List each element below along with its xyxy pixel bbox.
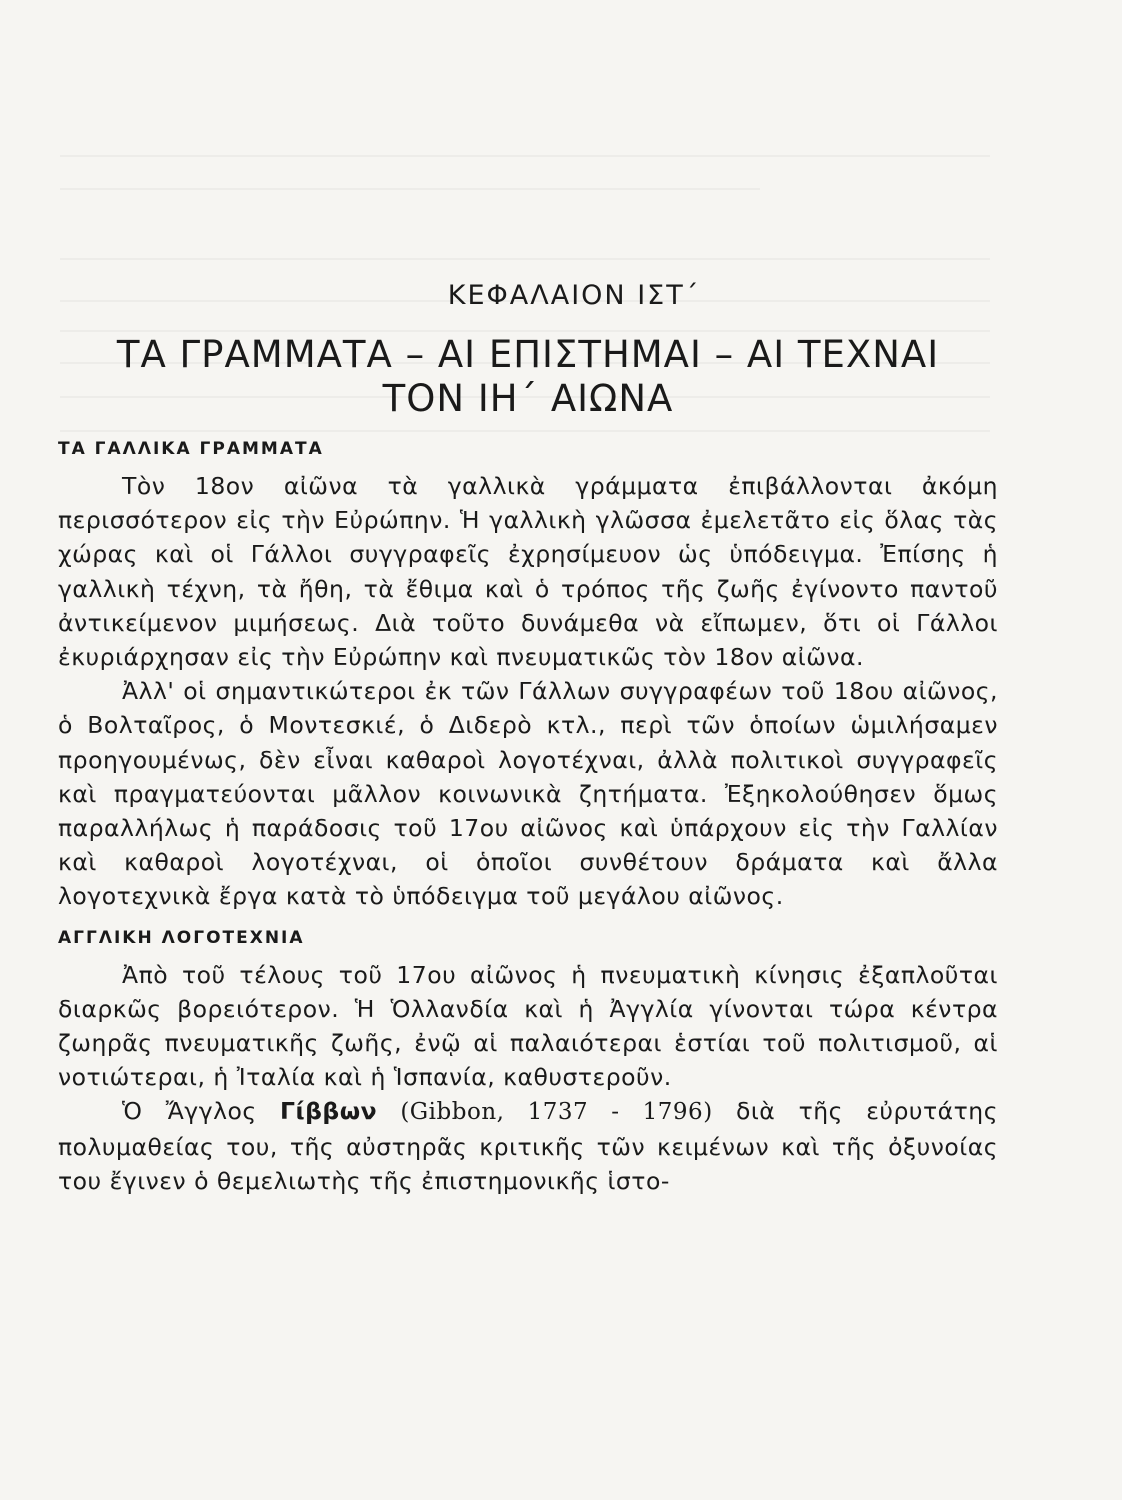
chapter-title-line-2: ΤΟΝ ΙΗ΄ ΑΙΩΝΑ (382, 377, 674, 420)
gibbon-text-before: Ὁ Ἄγγλος (122, 1097, 280, 1126)
chapter-title (58, 333, 998, 421)
paragraph: Ἀπὸ τοῦ τέλους τοῦ 17ου αἰῶνος ἡ πνευματικὴ κίνησις ἐξαπλοῦται διαρκῶς βορειότερον. Ἡ Ὁλλανδία καὶ ἡ Ἀγγλία γίνονται τώρα κέντρα ζωηρᾶς πνευματικῆς ζωῆς, ἐνῷ αἱ παλαιότεραι ἑστίαι τοῦ πολιτισμοῦ, αἱ νοτιώτεραι, ἡ Ἰταλία καὶ ἡ Ἱσπανία, καθυστεροῦν. (58, 960, 998, 1092)
paragraph: Ἀλλ' οἱ σημαντικώτεροι ἐκ τῶν Γάλλων συγγραφέων τοῦ 18ου αἰῶνος, ὁ Βολταῖρος, ὁ Μοντεσκιέ, ὁ Διδερὸ κτλ., περὶ τῶν ὁποίων ὡμιλήσαμεν προηγουμένως, δὲν εἶναι καθαροὶ λογοτέχναι, ἀλλὰ πολιτικοὶ συγγραφεῖς καὶ πραγματεύονται μᾶλλον κοινωνικὰ ζητήματα. Ἐξηκολούθησεν ὅμως παραλλήλως ἡ παράδοσις τοῦ 17ου αἰῶνος καὶ ὑπάρχουν εἰς τὴν Γαλλίαν καὶ καθαροὶ λογοτέχναι, οἱ ὁποῖοι συνθέτουν δράματα καὶ ἄλλα λογοτεχνικὰ ἔργα κατὰ τὸ ὑπόδειγμα τοῦ μεγάλου αἰῶνος. (58, 677, 998, 911)
gibbon-text-after: διὰ τῆς εὐρυτάτης πολυμαθείας του, τῆς αὐστηρᾶς κριτικῆς τῶν κειμένων καὶ τῆς ὀξυνοίας του ἔγινεν ὁ θεμελιωτὴς τῆς ἐπιστημονικῆς ἱστο- (58, 1097, 998, 1195)
chapter-title-line-1: ΤΑ ΓΡΑΜΜΑΤΑ – ΑΙ ΕΠΙΣΤΗΜΑΙ – ΑΙ ΤΕΧΝΑΙ (116, 333, 940, 376)
section-heading-french-letters: ΤΑ ΓΑΛΛΙΚΑ ΓΡΑΜΜΑΤΑ (58, 439, 324, 459)
chapter-label: ΚΕΦΑΛΑΙΟΝ ΙΣΤ΄ (447, 280, 701, 311)
book-page (58, 280, 998, 1198)
gibbon-dates: (Gibbon, 1737 - 1796) (377, 1099, 713, 1126)
paragraph: Τὸν 18ον αἰῶνα τὰ γαλλικὰ γράμματα ἐπιβάλλονται ἀκόμη περισσότερον εἰς τὴν Εὐρώπην. Ἡ γαλλικὴ γλῶσσα ἐμελετᾶτο εἰς ὅλας τὰς χώρας καὶ οἱ Γάλλοι συγγραφεῖς ἐχρησίμευον ὡς ὑπόδειγμα. Ἐπίσης ἡ γαλλικὴ τέχνη, τὰ ἤθη, τὰ ἔθιμα καὶ ὁ τρόπος τῆς ζωῆς ἐγίνοντο παντοῦ ἀντικείμενον μιμήσεως. Διὰ τοῦτο δυνάμεθα νὰ εἴπωμεν, ὅτι οἱ Γάλλοι ἐκυριάρχησαν εἰς τὴν Εὐρώπην καὶ πνευματικῶς τὸν 18ον αἰῶνα. (58, 472, 998, 672)
section-heading-english-literature: ΑΓΓΛΙΚΗ ΛΟΓΟΤΕΧΝΙΑ (58, 927, 305, 948)
paragraph-gibbon (58, 1094, 998, 1198)
gibbon-name: Γίββων (279, 1097, 378, 1126)
